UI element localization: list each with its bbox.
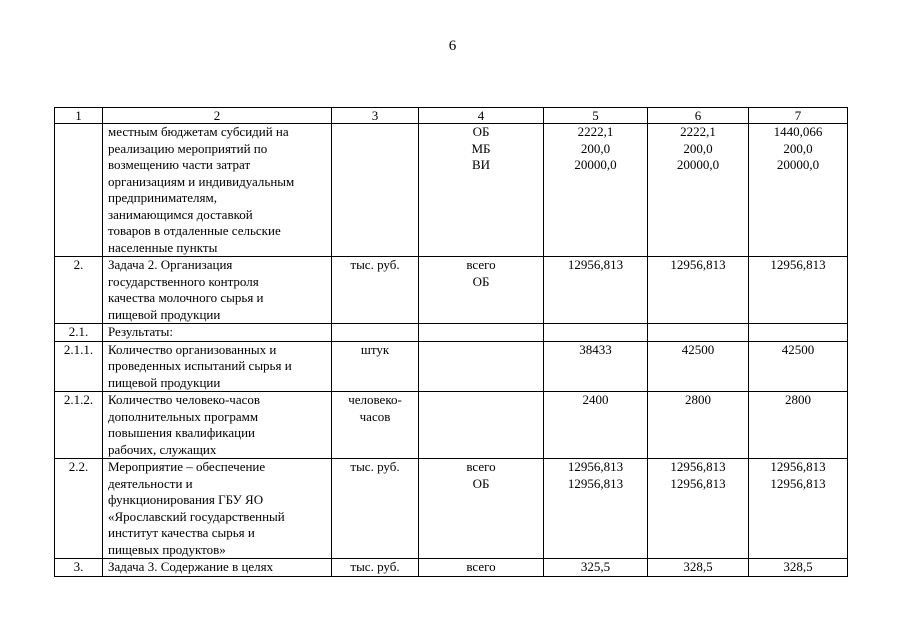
- cell-text-line: 200,0: [683, 140, 713, 156]
- cell-text-line: возмещению части затрат: [108, 157, 251, 172]
- cell-text-line: занимающимся доставкой: [108, 206, 253, 222]
- cell-text-line: 328,5: [683, 559, 713, 574]
- cell-text-line: институт качества сырья и: [108, 525, 255, 540]
- value-col6-cell: [648, 257, 749, 324]
- row-number-cell: 2.: [55, 257, 103, 324]
- funding-source-cell: [419, 559, 544, 577]
- cell-text-line: населенные пункты: [108, 239, 218, 255]
- cell-text-line: функционирования ГБУ ЯО: [108, 492, 264, 507]
- cell-text-line: Количество организованных и: [108, 341, 277, 357]
- budget-table: [54, 107, 848, 577]
- description-cell: [103, 124, 332, 257]
- cell-text-line: Количество человеко-часов: [108, 392, 261, 407]
- cell-text-line: МБ: [471, 140, 491, 156]
- cell-text-line: государственного контроля: [108, 273, 259, 289]
- cell-text-line: 2400: [582, 392, 609, 407]
- value-col5-cell: [544, 559, 648, 577]
- column-header: 6: [648, 108, 749, 124]
- cell-text-line: 12956,813: [567, 257, 624, 272]
- cell-text-line: 200,0: [783, 140, 813, 156]
- value-col6-cell: [648, 324, 749, 342]
- value-col6-cell: [648, 124, 749, 257]
- cell-text-line: 12956,813: [770, 475, 826, 491]
- row-number-cell: 2.1.2.: [55, 392, 103, 459]
- cell-text-line: тыс. руб.: [350, 459, 400, 474]
- cell-text-line: 12956,813: [670, 459, 726, 474]
- description-cell: [103, 392, 332, 459]
- row-number-cell: 2.1.: [55, 324, 103, 342]
- value-col6-cell: [648, 392, 749, 459]
- cell-text-line: пищевой продукции: [108, 374, 221, 390]
- cell-text-line: человеко-: [348, 392, 402, 407]
- value-col6-cell: [648, 459, 749, 559]
- cell-text-line: деятельности и: [108, 475, 193, 491]
- cell-text-line: 42500: [681, 341, 715, 357]
- cell-text-line: предпринимателям,: [108, 190, 217, 205]
- value-col7-cell: [749, 124, 848, 257]
- cell-text-line: повышения квалификации: [108, 425, 256, 440]
- value-col5-cell: [544, 392, 648, 459]
- cell-text-line: качества молочного сырья и: [108, 290, 264, 305]
- cell-text-line: 38433: [579, 341, 612, 357]
- value-col5-cell: [544, 459, 648, 559]
- description-cell: [103, 341, 332, 392]
- value-col7-cell: [749, 341, 848, 392]
- cell-text-line: 325,5: [580, 559, 611, 574]
- cell-text-line: ОБ: [472, 475, 490, 491]
- column-header: 1: [55, 108, 103, 124]
- funding-source-cell: [419, 341, 544, 392]
- row-number-cell: 2.1.1.: [55, 341, 103, 392]
- row-number-cell: 3.: [55, 559, 103, 577]
- cell-text-line: 328,5: [783, 559, 813, 574]
- unit-cell: [332, 257, 419, 324]
- cell-text-line: тыс. руб.: [350, 559, 400, 574]
- value-col7-cell: [749, 392, 848, 459]
- value-col5-cell: [544, 124, 648, 257]
- table-row: [55, 341, 848, 392]
- cell-text-line: дополнительных программ: [108, 408, 259, 424]
- funding-source-cell: [419, 324, 544, 342]
- value-col7-cell: [749, 459, 848, 559]
- cell-text-line: местным бюджетам субсидий на: [108, 124, 289, 139]
- table-row: [55, 324, 848, 342]
- cell-text-line: Задача 3. Содержание в целях: [108, 559, 274, 574]
- unit-cell: [332, 341, 419, 392]
- table-row: [55, 124, 848, 257]
- table-header-row: [55, 108, 848, 124]
- funding-source-cell: [419, 257, 544, 324]
- table-row: [55, 392, 848, 459]
- cell-text-line: рабочих, служащих: [108, 441, 217, 457]
- cell-text-line: 1440,066: [773, 124, 823, 139]
- page-number: 6: [448, 38, 457, 54]
- cell-text-line: 12956,813: [567, 459, 624, 474]
- cell-text-line: 20000,0: [676, 157, 720, 172]
- cell-text-line: 2222,1: [680, 124, 716, 139]
- cell-text-line: 20000,0: [776, 157, 820, 172]
- row-number-cell: [55, 124, 103, 257]
- cell-text-line: 2800: [685, 392, 711, 407]
- column-header: 3: [332, 108, 419, 124]
- cell-text-line: ВИ: [471, 157, 491, 172]
- column-header: 2: [103, 108, 332, 124]
- value-col6-cell: [648, 559, 749, 577]
- cell-text-line: организациям и индивидуальным: [108, 173, 295, 189]
- cell-text-line: Результаты:: [108, 324, 173, 339]
- cell-text-line: 2800: [785, 392, 811, 407]
- unit-cell: [332, 124, 419, 257]
- unit-cell: [332, 459, 419, 559]
- cell-text-line: реализацию мероприятий по: [108, 140, 268, 156]
- cell-text-line: штук: [360, 341, 390, 357]
- column-header: 5: [544, 108, 648, 124]
- cell-text-line: 200,0: [580, 140, 611, 156]
- cell-text-line: 20000,0: [574, 157, 617, 172]
- funding-source-cell: [419, 124, 544, 257]
- unit-cell: [332, 392, 419, 459]
- unit-cell: [332, 559, 419, 577]
- value-col7-cell: [749, 324, 848, 342]
- cell-text-line: всего: [466, 459, 496, 474]
- cell-text-line: 12956,813: [567, 475, 624, 491]
- description-cell: [103, 459, 332, 559]
- cell-text-line: товаров в отдаленные сельские: [108, 223, 281, 238]
- cell-text-line: Задача 2. Организация: [108, 257, 233, 272]
- cell-text-line: 2222,1: [577, 124, 614, 139]
- value-col5-cell: [544, 341, 648, 392]
- value-col7-cell: [749, 257, 848, 324]
- table-row: [55, 459, 848, 559]
- value-col5-cell: [544, 324, 648, 342]
- value-col5-cell: [544, 257, 648, 324]
- cell-text-line: пищевых продуктов»: [108, 541, 226, 557]
- table-row: [55, 257, 848, 324]
- cell-text-line: Мероприятие – обеспечение: [108, 459, 266, 474]
- cell-text-line: пищевой продукции: [108, 306, 221, 322]
- value-col6-cell: [648, 341, 749, 392]
- cell-text-line: ОБ: [472, 273, 490, 289]
- cell-text-line: 12956,813: [670, 257, 726, 272]
- description-cell: [103, 257, 332, 324]
- cell-text-line: 12956,813: [770, 459, 826, 474]
- cell-text-line: ОБ: [472, 124, 490, 139]
- cell-text-line: 42500: [781, 341, 815, 357]
- description-cell: [103, 324, 332, 342]
- unit-cell: [332, 324, 419, 342]
- column-header: 4: [419, 108, 544, 124]
- table-row: [55, 559, 848, 577]
- funding-source-cell: [419, 392, 544, 459]
- row-number-cell: 2.2.: [55, 459, 103, 559]
- description-cell: [103, 559, 332, 577]
- funding-source-cell: [419, 459, 544, 559]
- column-header: 7: [749, 108, 848, 124]
- cell-text-line: 12956,813: [770, 257, 826, 272]
- cell-text-line: «Ярославский государственный: [108, 508, 285, 524]
- cell-text-line: 12956,813: [670, 475, 726, 491]
- cell-text-line: тыс. руб.: [350, 257, 400, 272]
- cell-text-line: всего: [466, 559, 496, 574]
- cell-text-line: проведенных испытаний сырья и: [108, 358, 292, 373]
- value-col7-cell: [749, 559, 848, 577]
- cell-text-line: часов: [359, 408, 391, 424]
- cell-text-line: всего: [466, 257, 496, 272]
